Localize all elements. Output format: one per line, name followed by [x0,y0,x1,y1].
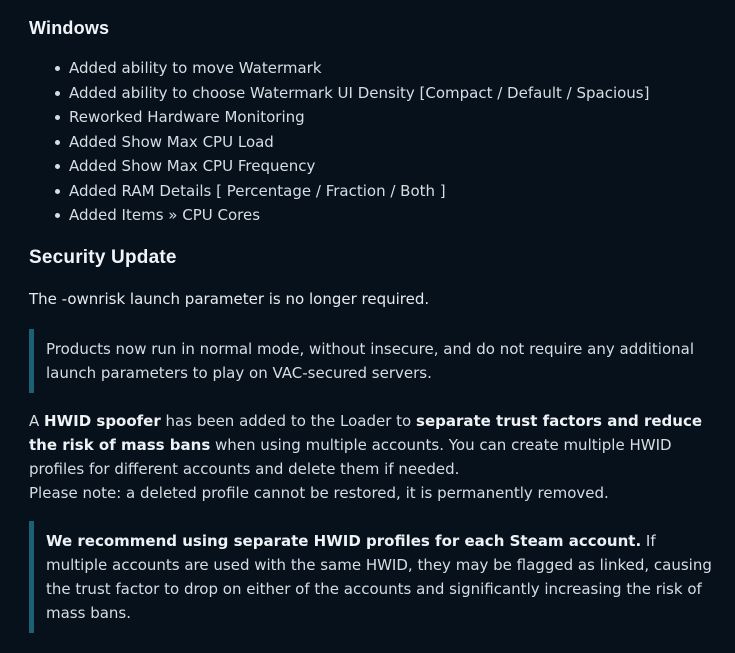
recommendation-text: If multiple accounts are used with the same HWID, they may be flagged as linked, causing the trust factor to drop on either of the accounts and significantly increasing the risk of mass bans. [46,531,712,622]
bullet-icon [55,115,60,120]
list-item-text: Added ability to choose Watermark UI Density [Compact / Default / Spacious] [69,83,650,102]
list-item [69,130,719,155]
bullet-icon [55,91,60,96]
list-item-text: Added Show Max CPU Load [69,132,274,151]
list-item [69,105,719,130]
paragraph-text: A [29,411,45,430]
blockquote-text [46,529,719,625]
list-item [69,179,719,204]
windows-heading: Windows [29,18,110,38]
recommendation-blockquote [29,521,719,633]
paragraph-text: has been added to the Loader to [160,411,417,430]
hwid-spoofer-emphasis: HWID spoofer [44,411,161,430]
list-item [69,56,719,81]
bullet-icon [55,66,60,71]
list-item-text: Added ability to move Watermark [69,59,322,77]
bullet-icon [55,140,60,145]
list-item [69,203,719,228]
bullet-icon [55,189,60,194]
list-item-text: Added Show Max CPU Frequency [69,157,316,175]
security-update-heading: Security Update [29,246,177,268]
blockquote-text: Products now run in normal mode, without insecure, and do not require any additional launch parameters to play on VAC-secured servers. [46,339,695,382]
recommendation-emphasis: We recommend using separate HWID profiles for each Steam account. [46,531,642,550]
list-item [69,81,719,106]
windows-changes-list [29,56,719,228]
bullet-icon [55,213,60,218]
bullet-icon [55,164,60,169]
normal-mode-blockquote [29,329,719,393]
hwid-spoofer-paragraph [29,409,719,481]
ownrisk-notice: The -ownrisk launch parameter is no longer required. [29,289,430,308]
list-item-text: Reworked Hardware Monitoring [69,108,305,126]
trust-factor-emphasis: separate trust factors and reduce the risk of mass bans [29,411,703,454]
list-item-text: Added RAM Details [ Percentage / Fraction / Both ] [69,181,446,200]
paragraph-text: when using multiple accounts. You can create multiple HWID profiles for different accounts and delete them if needed. [29,435,672,478]
changelog-content [29,14,719,633]
list-item [69,154,719,179]
deleted-profile-note: Please note: a deleted profile cannot be restored, it is permanently removed. [29,483,609,502]
list-item-text: Added Items » CPU Cores [69,206,261,224]
